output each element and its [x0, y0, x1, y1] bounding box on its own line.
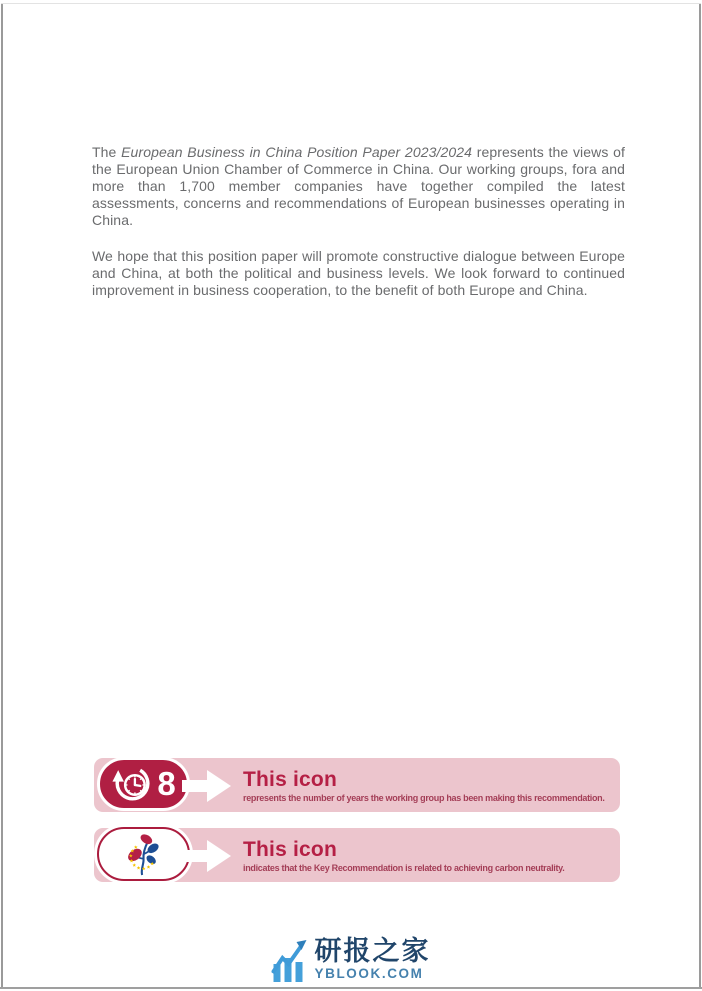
- page-border-right: [699, 4, 701, 989]
- carbon-pill: [97, 827, 190, 881]
- years-pill: [97, 757, 190, 811]
- bar-chart-growth-icon: [272, 936, 308, 984]
- carbon-neutrality-plant-icon: [123, 831, 165, 877]
- position-paper-title: European Business in China Position Paper 2023/2024: [121, 144, 473, 160]
- yblook-watermark[interactable]: [272, 936, 431, 984]
- legend-text: [243, 839, 618, 873]
- page-border-top: [1, 3, 701, 4]
- dialogue-paragraph: We hope that this position paper will promote constructive dialogue between Europe and China, at both the political and business levels. We look forward to continued improvement in business cooperation, to the benefit of both Europe and China.: [92, 248, 625, 298]
- arrow-right-icon: [182, 839, 232, 873]
- legend-text: [243, 769, 618, 803]
- legend-heading: This icon: [243, 768, 337, 791]
- paragraph-lead: The: [92, 144, 122, 160]
- legend-description: represents the number of years the working group has been making this recommendation.: [243, 793, 605, 803]
- page-border-bottom: [0, 987, 702, 989]
- years-badge: 8: [157, 764, 176, 802]
- intro-paragraph: [92, 144, 625, 229]
- watermark-text: [315, 936, 431, 982]
- intro-text-block: [92, 144, 625, 299]
- page-border-left: [1, 4, 3, 989]
- clock-history-icon: [111, 762, 155, 806]
- watermark-site-name: 研报之家: [314, 936, 431, 966]
- legend-description: indicates that the Key Recommendation is related to achieving carbon neutrality.: [243, 863, 565, 873]
- paragraph-rest: represents the views of the European Union Chamber of Commerce in China. Our working groups, fora and more than 1,700 member companies have together compiled the latest assessments, concerns and recommendations of European businesses operating in China.: [92, 144, 626, 228]
- legend-item-years: [94, 757, 621, 815]
- legend-item-carbon: [94, 827, 621, 885]
- watermark-domain: YBLOOK.COM: [314, 966, 424, 981]
- arrow-right-icon: [182, 769, 232, 803]
- legend-heading: This icon: [243, 838, 337, 861]
